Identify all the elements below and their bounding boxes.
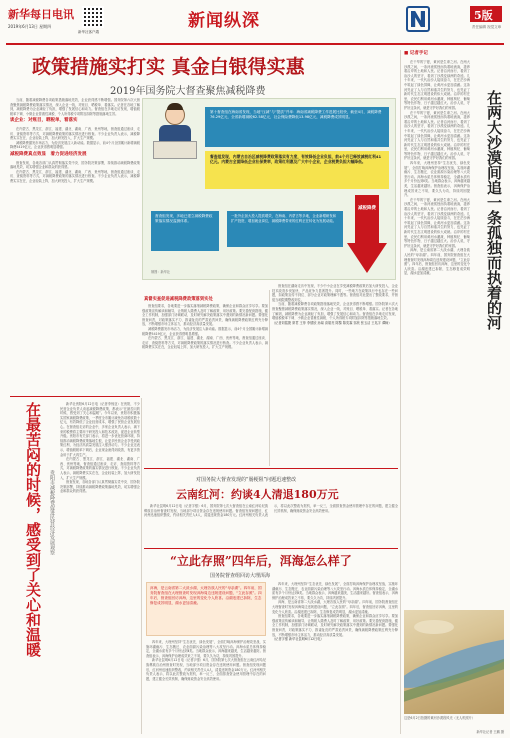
fourth-body-para: 四年来，大理州坚持“生态优先、绿色发展”，全面打响洱海保护治理攻坚战，实施环湖截污、生态搬迁、农业面源污染治理等八大攻坚行动。洱海水质总体保持稳定，全湖水质有多个月份达到Ⅱ类。当地群众表示，洱海越来越美，生活越来越好。督查组表示，洱海保护治理成效来之不易，要久久为功，持续巩固提升。 — [146, 640, 266, 658]
right-column-body-para-2: 在干旱的宁夏，黄河是生命之河。在两大沙漠之间，一条河流孤独而执着地流淌，滋养着沿岸的土地和人民。记者沿河而行，看到了治沙人的坚守，看到了沙漠变绿洲的奇迹。几十年来，一代代治沙人接续奋斗，在茫茫沙海中筑起了绿色屏障，让黄河水更加清澈。这条河见证了人与自然和谐共生的努力，也见证了新时代生态文明建设的伟大成就。沿岸的村庄里，农民们利用黄河水灌溉，种植枸杞、葡萄等特色作物，日子越过越红火。治沙人说，守护好这条河，就是守护好我们的家园。 — [404, 110, 470, 161]
fourth-body-right-para-3: 督查组要求，各地要进一步落实落细减税降费政策，确保企业和群众应享尽享。要加强政策宣传解读和辅导，让纳税人缴费人及时了解政策、用好政策。要完善配套措施，健全工作机制，加强部门协调联动，及时研究解决政策落实中遇到的新情况新问题。要强化督查问责，对政策落实不力、推诿扯皮的严肃追责问责，确保减税降费政策红利充分释放，不断增强市场主体活力，推动经济高质量发展。 — [272, 614, 398, 637]
infobox-foreign-firms — [227, 211, 343, 247]
date-line: 2019年6月13日 星期四 — [8, 24, 52, 29]
masthead — [0, 0, 510, 44]
yunnan-rule — [144, 468, 398, 469]
infobox-neimenggu — [205, 151, 389, 189]
fourth-body-para-2: 新华社昆明6月12日电（记者字强）6月，国务院第七次大督查组在云南红河哈尼族彝族自治州督查时发现，当地部分项目资金存在违规使用问题。督查组发现问题后，红河州迅速组织整改，约谈相关责任人4人，清退违规资金180万元。红河州相关负责人表示，将以此次整改为契机，举一反三，全面排查资金使用管理中存在的问题，建立健全长效机制，确保财政资金安全高效使用。 — [146, 658, 266, 681]
fourth-highlight-box — [146, 582, 266, 636]
yunnan-headline: 云南红河：约谈4人清退180万元 — [176, 488, 339, 501]
infobox-foreign-firms-text: 一批外企加大投入提质增效，在海南、内蒙古等多地，企业新增研发和扩产投资，增加就业岗位，减税降费带来的红利正在转化为发展动能。 — [231, 214, 337, 223]
left-column-body-para-2: 在内蒙古、黑龙江、浙江、福建、湖北、湖南、广西、贵州等地，督查组通过座谈、走访、查阅资料等方式，对减税降费政策的落实情况进行核查。不少企业负责人表示，减税降费实实在在，企业轻装上阵，加大研发投入，扩大生产规模。 — [60, 457, 140, 480]
fourth-body-right — [272, 582, 398, 732]
right-column-title-text: 在两大沙漠间追一条孤独而执着的河 — [485, 90, 503, 330]
page-number: 5版 — [474, 9, 493, 22]
left-column-title-text: 在最苦闷的时候，感受到了关心和温暖 — [24, 402, 42, 657]
page-note: 责任编辑 视觉文章 — [472, 25, 502, 29]
qr-code-icon — [82, 6, 104, 28]
right-column-body-para-4: 在干旱的宁夏，黄河是生命之河。在两大沙漠之间，一条河流孤独而执着地流淌，滋养着沿岸的土地和人民。记者沿河而行，看到了治沙人的坚守，看到了沙漠变绿洲的奇迹。几十年来，一代代治沙人接续奋斗，在茫茫沙海中筑起了绿色屏障，让黄河水更加清澈。这条河见证了人与自然和谐共生的努力，也见证了新时代生态文明建设的伟大成就。沿岸的村庄里，农民们利用黄河水灌溉，种植枸杞、葡萄等特色作物，日子越过越红火。治沙人说，守护好这条河，就是守护好我们的家园。 — [404, 197, 470, 248]
infobox-monitor-text: 督查组发现，多地已建立减税降费政策落实情况监测体系。 — [155, 214, 213, 223]
fourth-byline: （记者字强 新华社昆明6月12日电） — [272, 637, 324, 642]
middle-body-right-para: 督查组在湖南走访中发现，不少中小企业在享受减税降费政策后加大研发投入，企业技术改造步伐加快，产品竞争力显著提升。同时，一些地方在政策执行中也存在一些问题，如政策宣传不到位、部分企业对政策理解不透等。督查组对此提出了整改要求，并督促当地限期整改到位。 — [272, 284, 398, 302]
middle-subhead: 真督实查促进减税降费政策落到实处 — [144, 297, 213, 302]
fourth-kicker: 国务院督查组回访大理洱海 — [210, 573, 271, 579]
middle-byline: （记者刘铭捷 廖君 王菲 李德欣 孙闻 高皓亮 陈黎 陈奕霖 邹欣 张玉洁 王兆宇 谭畅） — [272, 320, 392, 325]
left-column-subtitle-text: 贵阳市减税降费促进民营经济发展观察 — [49, 470, 55, 555]
middle-body-para-3: 在内蒙古、黑龙江、浙江、福建、湖北、湖南、广西、贵州等地，督查组通过座谈、走访、查阅资料等方式，对减税降费政策的落实情况进行核查。不少企业负责人表示，减税降费实实在在，企业轻装上阵，加大研发投入，扩大生产规模。 — [142, 336, 268, 350]
photo-caption: 这是6月2日拍摄的黄河沙漠段风光（无人机照片） — [404, 716, 475, 720]
right-column-label: ■ 记者手记 — [404, 51, 428, 56]
left-column-subtitle — [46, 470, 56, 700]
middle-body — [142, 304, 268, 474]
river-desert-photo — [404, 610, 504, 714]
infobox-hainan — [205, 107, 389, 147]
main-body-para1: 当前，随着减税降费各项政策措施落地见效，企业获得感不断增强。国务院第六次大督查聚焦减税降费政策落实情况，深入企业一线，对账目、晒税单、看落实。记者在各地了解到，减税降费为企业减轻了负担，增强了发展信心和动力。督查组在多地走访发现，增值税税率下调、小微企业普惠性减税、个人所得税专项附加扣除等措施落地生效。 — [10, 98, 140, 116]
fourth-body — [146, 640, 266, 732]
main-headline: 政策措施实打实 真金白银得实惠 — [32, 56, 305, 78]
main-body-para3: 减税降费激发市场活力，为经济发展注入新动能。数据显示，前4个月全国累计新增减税降费5419亿元，企业获得感明显增强。 — [10, 140, 140, 150]
right-column-body-para: 在干旱的宁夏，黄河是生命之河。在两大沙漠之间，一条河流孤独而执着地流淌，滋养着沿岸的土地和人民。记者沿河而行，看到了治沙人的坚守，看到了沙漠变绿洲的奇迹。几十年来，一代代治沙人接续奋斗，在茫茫沙海中筑起了绿色屏障，让黄河水更加清澈。这条河见证了人与自然和谐共生的努力，也见证了新时代生态文明建设的伟大成就。沿岸的村庄里，农民们利用黄河水灌溉，种植枸杞、葡萄等特色作物，日子越过越红火。治沙人说，守护好这条河，就是守护好我们的家园。 — [404, 60, 470, 110]
main-body-col1 — [10, 98, 140, 388]
left-column-rule — [10, 396, 140, 397]
right-column-body — [404, 60, 470, 608]
column-divider-mid — [269, 290, 270, 466]
left-column-body-para-3: 督查发现，各地各部门认真贯彻落实党中央、国务院决策部署，持续推动减税降费政策落地见效，切实增强企业和群众的获得感。 — [60, 480, 140, 494]
qr-caption: 新华社客户端 — [78, 30, 99, 34]
section-logo-icon — [406, 6, 430, 32]
middle-body-right-para-2: 当前，随着减税降费各项政策措施落地见效，企业获得感不断增强。国务院第六次大督查聚焦减税降费政策落实情况，深入企业一线，对账目、晒税单、看落实。记者在各地了解到，减税降费为企业减轻了负担，增强了发展信心和动力。督查组在多地走访发现，增值税税率下调、小微企业普惠性减税、个人所得税专项附加扣除等措施落地生效。 — [272, 302, 398, 321]
photo-credit: 新华社记者 王鹏 摄 — [476, 730, 504, 734]
masthead-rule — [6, 43, 504, 45]
right-column-title — [474, 90, 504, 610]
fourth-headline: “立此存照”四年后，洱海怎么样了 — [170, 554, 352, 568]
middle-body-para: 督查组要求，各地要进一步落实落细减税降费政策，确保企业和群众应享尽享。要加强政策宣传解读和辅导，让纳税人缴费人及时了解政策、用好政策。要完善配套措施，健全工作机制，加强部门协调联动，及时研究解决政策落实中遇到的新情况新问题。要强化督查问责，对政策落实不力、推诿扯皮的严肃追责问责，确保减税降费政策红利充分释放，不断增强市场主体活力，推动经济高质量发展。 — [142, 304, 268, 327]
left-column-title — [12, 402, 42, 702]
right-column-label-text: 记者手记 — [409, 51, 428, 56]
arrow-label: 减税降费 — [358, 206, 376, 211]
main-subheadline: 2019年国务院大督查聚焦减税降费 — [110, 86, 266, 97]
main-body-para4: 督查发现，各地各部门认真贯彻落实党中央、国务院决策部署，持续推动减税降费政策落地见效，切实增强企业和群众的获得感。 — [10, 160, 140, 170]
main-subhead2: 减税降费真点效显 着力促进经济发展 — [10, 151, 87, 157]
middle-body-right — [272, 284, 398, 462]
yunnan-body — [144, 504, 398, 544]
main-body-para1-repeat: 在内蒙古、黑龙江、浙江、福建、湖北、湖南、广西、贵州等地，督查组通过座谈、走访、查阅资料等方式，对减税降费政策的落实情况进行核查。不少企业负责人表示，减税降费实实在在，企业轻装上阵，加大研发投入，扩大生产规模。 — [10, 169, 140, 183]
infobox-hainan-text: 第十督查组在海南省发现，当地“压减”与“提质”并举：海南省减税降费工作进展比较快，截至4月，减税降费76.29亿元，全省新增减税62.58亿元，社会保险费降低13.98亿元，减税降费成效明显。 — [210, 110, 382, 119]
main-subhead1: 谈企业：对账目，晒税单，看落实 — [10, 118, 78, 124]
main-body-para2: 在内蒙古、黑龙江、浙江、福建、湖北、湖南、广西、贵州等地，督查组通过座谈、走访、查阅资料等方式，对减税降费政策的落实情况进行核查。不少企业负责人表示，减税降费实实在在，企业轻装上阵，加大研发投入，扩大生产规模。 — [10, 126, 140, 141]
paper-name: 新华每日电讯 — [8, 8, 74, 21]
right-column-divider — [400, 50, 401, 734]
infographic — [142, 98, 396, 280]
fourth-rule — [144, 548, 398, 549]
infobox-neimenggu-text: 督查组发现，内蒙古自治区减税降费政策落实有力度，有效降低企业负担，前4个月已释放减税红利41亿元。内蒙古全面降低企业社保费率，政策红利惠及广大中小企业，企业税费负担大幅降低。 — [210, 154, 382, 164]
yunnan-body-para: 新华社昆明6月12日电（记者字强）6月，国务院第七次大督查组在云南红河哈尼族彝族自治州督查时发现，当地部分项目资金存在违规使用问题。督查组发现问题后，红河州迅速组织整改，约谈相关责任人4人，清退违规资金180万元。红河州相关负责人表示，将以此次整改为契机，举一反三，全面排查资金使用管理中存在的问题，建立健全长效机制，确保财政资金安全高效使用。 — [144, 504, 398, 518]
left-column-body — [60, 402, 140, 732]
infobox-monitor — [151, 211, 219, 251]
fourth-highlight-text: 洱海，是云南省第二大淡水湖，大理各族人民的“母亲湖”。四年前，国务院督查组在大理督查时发现洱海周边违规建设问题，“立此存照”。四年后，督查组回访洱海，这里的变化令人欣喜。沿湖违建已拆除，生态修复成效明显，湖水更加清澈。 — [150, 586, 262, 605]
right-column-body-para-3: 四年来，大理州坚持“生态优先、绿色发展”，全面打响洱海保护治理攻坚战，实施环湖截污、生态搬迁、农业面源污染治理等八大攻坚行动。洱海水质总体保持稳定，全湖水质有多个月份达到Ⅱ类。当地群众表示，洱海越来越美，生活越来越好。督查组表示，洱海保护治理成效来之不易，要久久为功，持续巩固提升。 — [404, 161, 470, 198]
middle-body-para-2: 减税降费激发市场活力，为经济发展注入新动能。数据显示，前4个月全国累计新增减税降费5419亿元，企业获得感明显增强。 — [142, 326, 268, 336]
fourth-body-right-para-2: 洱海，是云南省第二大淡水湖，大理各族人民的“母亲湖”。四年前，国务院督查组在大理督查时发现洱海周边违规建设问题，“立此存照”。四年后，督查组回访洱海，这里的变化令人欣喜。沿湖违建已拆除，生态修复成效明显，湖水更加清澈。 — [272, 600, 398, 614]
section-title: 新闻纵深 — [188, 11, 260, 31]
column-divider-left — [141, 398, 142, 734]
right-column-body-para-5: 洱海，是云南省第二大淡水湖，大理各族人民的“母亲湖”。四年前，国务院督查组在大理督查时发现洱海周边违规建设问题，“立此存照”。四年后，督查组回访洱海，这里的变化令人欣喜。沿湖违建已拆除，生态修复成效明显，湖水更加清澈。 — [404, 248, 470, 276]
official-cartoon-icon — [149, 105, 201, 167]
fourth-body-right-para: 四年来，大理州坚持“生态优先、绿色发展”，全面打响洱海保护治理攻坚战，实施环湖截污、生态搬迁、农业面源污染治理等八大攻坚行动。洱海水质总体保持稳定，全湖水质有多个月份达到Ⅱ类。当地群众表示，洱海越来越美，生活越来越好。督查组表示，洱海保护治理成效来之不易，要久久为功，持续巩固提升。 — [272, 582, 398, 600]
left-column-body-para: 新华社贵阳6月12日电（记者李惊亚）在贵阳，不少民营企业负责人谈起减税降费政策，都表示“在最苦闷的时候，感受到了关心和温暖”。今年以来，贵阳市积极落实国家减税降费政策，一季度全市累计减免各项税收数十亿元，有效降低了企业经营成本，增强了民营企业发展信心。在督查组走访的企业中，多家企业负责人表示，减下来的税费将主要用于研发投入和技术改造，促进企业转型升级。贵阳市有关部门表示，将进一步优化营商环境，持续推动减税降费政策落地生根，让更多民营企业享受到政策红利，为经济高质量发展注入强劲动力。不少企业还表示，增值税税率下调后，企业现金流得到改善，有更多资金用于扩大再生产。 — [60, 402, 140, 457]
infographic-caption: 制图：新华社 — [151, 270, 171, 274]
yunnan-kicker: 对国务院大督查发现的“肠梗阻”问题迅速整改 — [196, 477, 297, 483]
